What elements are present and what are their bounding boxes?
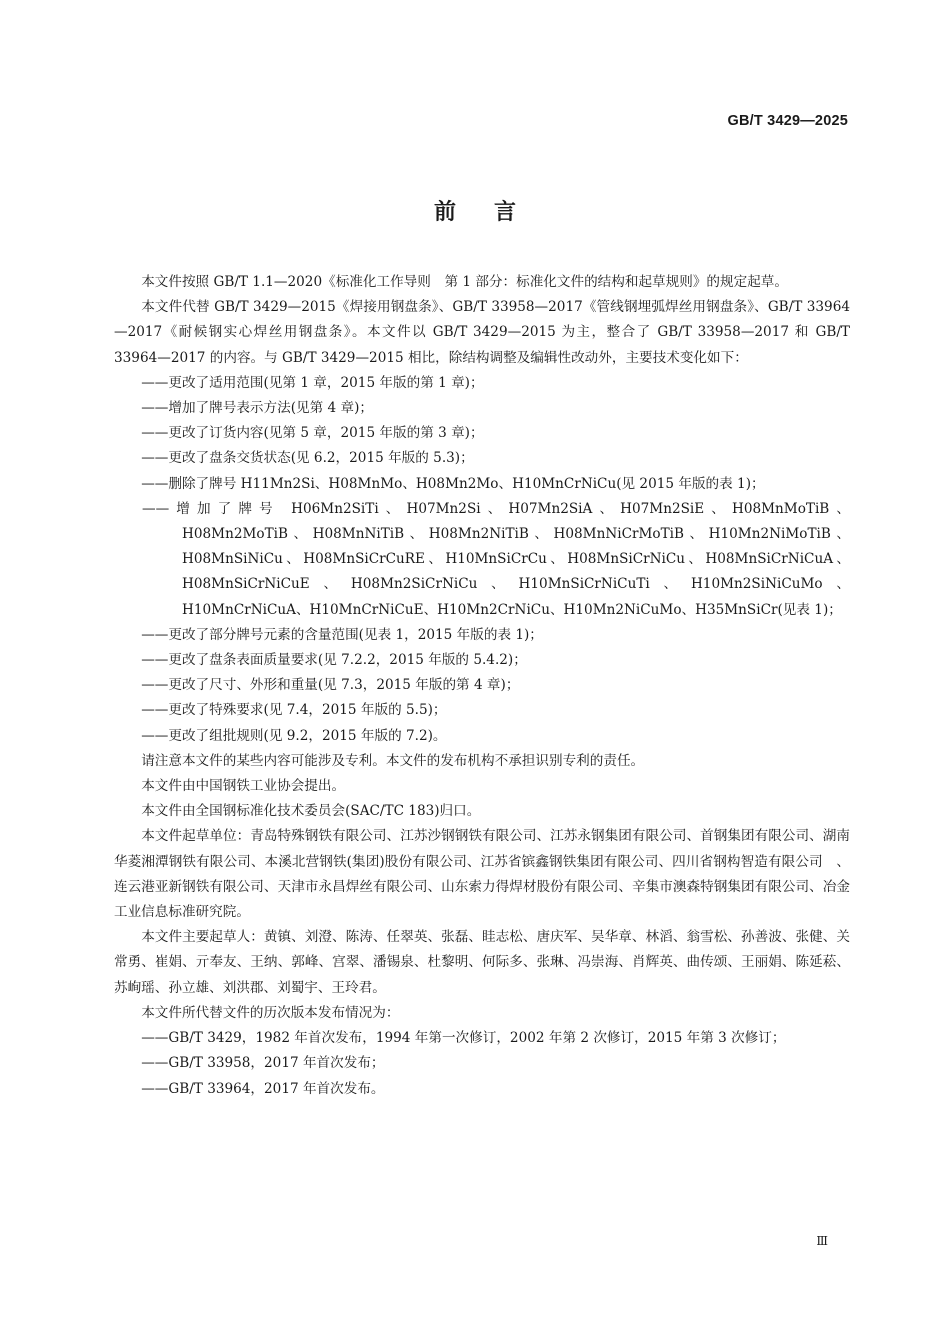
list-item: ——更改了部分牌号元素的含量范围(见表 1，2015 年版的表 1)； bbox=[141, 626, 543, 643]
paragraph-proposed: 本文件由中国钢铁工业协会提出。 bbox=[141, 778, 346, 795]
added-grades-text: ——增加了牌号 H06Mn2SiTi、H07Mn2Si、H07Mn2SiA、H07Mn2SiE、H08MnMoTiB、H08Mn2MoTiB、H08MnNiTiB、H08Mn2NiTiB、H08MnNiCrMoTiB、H10Mn2NiMoTiB、H08MnSiNiCu、H08MnSiCrCuRE、H10MnSiCrCu、H08MnSiCrNiCu、H08MnSiCrNiCuA、H08MnSiCrNiCuE、H08Mn2SiCrNiCu、H10MnSiCrNiCuTi、H10Mn2SiNiCuMo、 bbox=[142, 500, 850, 593]
paragraph-history: 本文件所代替文件的历次版本发布情况为： bbox=[141, 1004, 400, 1021]
list-item: ——更改了适用范围(见第 1 章，2015 年版的第 1 章)； bbox=[141, 374, 484, 391]
page-number: Ⅲ bbox=[816, 1234, 828, 1248]
list-item: ——GB/T 3429，1982 年首次发布，1994 年第一次修订，2002 年第 2 次修订，2015 年第 3 次修订； bbox=[141, 1030, 786, 1047]
list-item: ——更改了盘条表面质量要求(见 7.2.2，2015 年版的 5.4.2)； bbox=[141, 652, 527, 669]
paragraph-replacement: 本文件代替 GB/T 3429—2015《焊接用钢盘条》、GB/T 33958—2017《管线钢埋弧焊丝用钢盘条》、GB/T 33964—2017《耐候钢实心焊丝用钢盘条》。本文件以 GB/T 3429—2015 为主，整合了 GB/T 33958—2017 和 GB/T 33964—2017 的内容。与 GB/T 3429—2015 相比，除结构调整及编辑性改动外，主要技术变化如下： bbox=[114, 299, 850, 366]
list-item: ——更改了特殊要求(见 7.4，2015 年版的 5.5)； bbox=[141, 702, 447, 719]
paragraph-drafting-rules: 本文件按照 GB/T 1.1—2020《标准化工作导则 第 1 部分：标准化文件的结构和起草规则》的规定起草。 bbox=[141, 274, 788, 290]
added-grades-text-last: H10MnCrNiCuA、H10MnCrNiCuE、H10Mn2CrNiCu、H10Mn2NiCuMo、H35MnSiCr(见表 1)； bbox=[182, 601, 842, 618]
list-item: ——GB/T 33958，2017 年首次发布； bbox=[141, 1055, 385, 1072]
list-item: ——更改了尺寸、外形和重量(见 7.3，2015 年版的第 4 章)； bbox=[141, 677, 520, 694]
list-item: ——GB/T 33964，2017 年首次发布。 bbox=[141, 1080, 385, 1097]
list-item-added-grades bbox=[114, 497, 850, 623]
document-body bbox=[114, 270, 850, 1102]
list-item: ——更改了订货内容(见第 5 章，2015 年版的第 3 章)； bbox=[141, 425, 484, 442]
page-title: 前言 bbox=[433, 200, 554, 225]
list-item: ——增加了牌号表示方法(见第 4 章)； bbox=[141, 400, 373, 417]
standard-code: GB/T 3429—2025 bbox=[727, 113, 848, 129]
paragraph-drafting-units: 本文件起草单位：青岛特殊钢铁有限公司、江苏沙钢钢铁有限公司、江苏永钢集团有限公司、首钢集团有限公司、湖南华菱湘潭钢铁有限公司、本溪北营钢铁(集团)股份有限公司、江苏省镔鑫钢铁集团有限公司、四川省钢构智造有限公司 、连云港亚新钢铁有限公司、天津市永昌焊丝有限公司、山东索力得焊材股份有限公司、辛集市澳森特钢集团有限公司、冶金工业信息标准研究院。 bbox=[114, 828, 850, 921]
list-item: ——更改了盘条交货状态(见 6.2，2015 年版的 5.3)； bbox=[141, 450, 474, 467]
list-item: ——更改了组批规则(见 9.2，2015 年版的 7.2)。 bbox=[141, 727, 447, 744]
paragraph-centralized: 本文件由全国钢标准化技术委员会(SAC/TC 183)归口。 bbox=[141, 803, 481, 820]
paragraph-patent: 请注意本文件的某些内容可能涉及专利。本文件的发布机构不承担识别专利的责任。 bbox=[141, 752, 645, 769]
list-item: ——删除了牌号 H11Mn2Si、H08MnMo、H08Mn2Mo、H10MnCrNiCu(见 2015 年版的表 1)； bbox=[141, 475, 765, 492]
paragraph-drafters: 本文件主要起草人：黄镇、刘澄、陈涛、任翠英、张磊、眭志松、唐庆军、吴华章、林滔、翁雪松、孙善波、张健、关常勇、崔娟、亓奉友、王纳、郭峰、宫翠、潘锡泉、杜黎明、何际多、张琳、冯崇海、肖辉英、曲传颂、王丽娟、陈延菘、苏峋瑶、孙立雄、刘洪郡、刘蜀宇、王玲君。 bbox=[114, 929, 850, 996]
